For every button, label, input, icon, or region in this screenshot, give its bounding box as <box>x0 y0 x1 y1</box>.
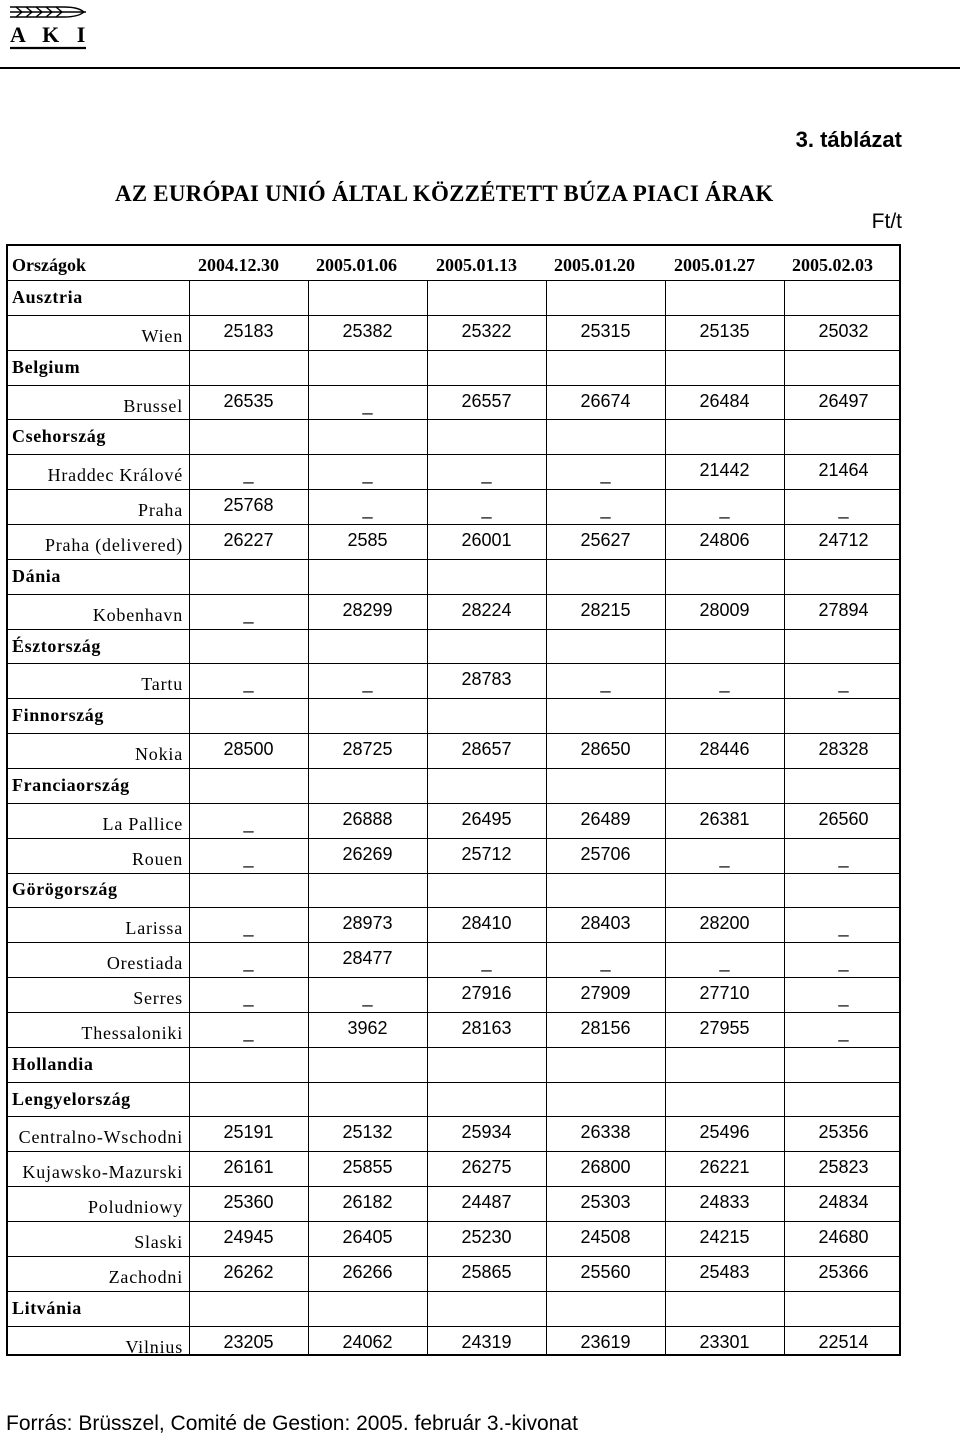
country-label: Franciaország <box>12 774 130 795</box>
grid-line <box>189 280 190 1354</box>
empty-cell: _ <box>838 1021 849 1042</box>
grid-line <box>8 1012 899 1013</box>
empty-cell: _ <box>243 603 254 624</box>
country-label: Finnország <box>12 705 105 726</box>
price-cell: 28650 <box>580 739 631 760</box>
grid-line <box>8 663 899 664</box>
price-cell: 26888 <box>342 808 393 829</box>
table-number: 3. táblázat <box>795 127 902 152</box>
price-cell: 25315 <box>580 320 631 341</box>
empty-cell: _ <box>600 673 611 694</box>
empty-cell: _ <box>243 673 254 694</box>
city-label: Centralno-Wschodni <box>18 1127 183 1148</box>
price-cell: 27894 <box>818 599 869 620</box>
grid-line <box>308 280 309 1354</box>
price-cell: 26800 <box>580 1157 631 1178</box>
price-cell: 3962 <box>347 1017 388 1038</box>
price-cell: 28224 <box>461 599 512 620</box>
grid-line <box>8 1047 899 1048</box>
grid-line <box>8 1326 899 1327</box>
price-cell: 26182 <box>342 1192 393 1213</box>
grid-line <box>8 942 899 943</box>
price-cell: 23301 <box>699 1331 750 1352</box>
price-cell: 24834 <box>818 1192 869 1213</box>
grid-line <box>8 454 899 455</box>
aki-logo <box>6 4 92 52</box>
empty-cell: _ <box>838 952 849 973</box>
grid-line <box>8 1256 899 1257</box>
price-cell: 28156 <box>580 1017 631 1038</box>
price-cell: 26484 <box>699 390 750 411</box>
city-label: Tartu <box>141 674 183 695</box>
price-cell: 26262 <box>223 1261 274 1282</box>
grid-line <box>8 1082 899 1083</box>
grid-line <box>8 419 899 420</box>
price-cell: 28215 <box>580 599 631 620</box>
price-cell: 25303 <box>580 1192 631 1213</box>
price-cell: 25132 <box>342 1122 393 1143</box>
grid-line <box>8 1186 899 1187</box>
price-cell: 21464 <box>818 460 869 481</box>
price-cell: 24508 <box>580 1226 631 1247</box>
city-label: Praha <box>138 500 183 521</box>
empty-cell: _ <box>243 464 254 485</box>
grid-line <box>8 1291 899 1292</box>
empty-cell: _ <box>719 499 730 520</box>
price-cell: 27909 <box>580 983 631 1003</box>
city-label: Praha (delivered) <box>44 534 183 555</box>
price-cell: 25183 <box>223 320 274 341</box>
grid-line <box>665 280 666 1354</box>
price-cell: 24712 <box>818 529 869 550</box>
empty-cell: _ <box>600 499 611 520</box>
source-note: Forrás: Brüsszel, Comité de Gestion: 2005. február 3.-kivonat <box>6 1412 578 1435</box>
price-cell: 28725 <box>342 739 393 760</box>
empty-cell: _ <box>243 917 254 938</box>
price-cell: 28009 <box>699 599 750 620</box>
page-title: AZ EURÓPAI UNIÓ ÁLTAL KÖZZÉTETT BÚZA PIACI ÁRAK <box>115 181 774 206</box>
city-label: Brussel <box>123 395 183 416</box>
empty-cell: _ <box>362 394 373 415</box>
price-cell: 26269 <box>342 843 393 864</box>
price-cell: 25191 <box>223 1122 274 1143</box>
price-cell: 24487 <box>461 1192 512 1213</box>
grid-line <box>8 489 899 490</box>
price-cell: 24215 <box>699 1226 750 1247</box>
country-label: Lengyelország <box>12 1088 131 1109</box>
city-label: Zachodni <box>108 1266 183 1287</box>
city-label: Thessaloniki <box>81 1022 183 1043</box>
grid-line <box>8 629 899 630</box>
city-label: Rouen <box>132 848 183 869</box>
country-label: Belgium <box>12 356 81 377</box>
header-rule <box>0 67 960 69</box>
price-cell: 26001 <box>461 529 512 550</box>
empty-cell: _ <box>600 464 611 485</box>
price-cell: 28200 <box>699 913 750 934</box>
city-label: Wien <box>141 325 183 346</box>
price-cell: 26405 <box>342 1226 393 1247</box>
price-cell: 28403 <box>580 913 631 934</box>
price-cell: 24319 <box>461 1331 512 1352</box>
price-cell: 28973 <box>342 913 393 934</box>
empty-cell: _ <box>362 499 373 520</box>
price-cell: 21442 <box>699 460 750 481</box>
price-cell: 25496 <box>699 1122 750 1143</box>
empty-cell: _ <box>362 464 373 485</box>
empty-cell: _ <box>243 952 254 973</box>
header-date: 2004.12.30 <box>198 255 279 275</box>
grid-line <box>8 1116 899 1117</box>
empty-cell: _ <box>719 847 730 868</box>
price-cell: 27955 <box>699 1017 750 1038</box>
price-cell: 22514 <box>818 1331 869 1352</box>
price-cell: 28410 <box>461 913 512 934</box>
price-cell: 25823 <box>818 1157 869 1178</box>
city-label: Vilnius <box>125 1336 183 1357</box>
country-label: Észtország <box>12 635 101 656</box>
grid-line <box>8 698 899 699</box>
grid-line <box>8 524 899 525</box>
empty-cell: _ <box>481 952 492 973</box>
price-table <box>6 244 901 1356</box>
price-cell: 23205 <box>223 1331 274 1352</box>
price-cell: 26338 <box>580 1122 631 1143</box>
price-cell: 26535 <box>223 390 274 411</box>
grid-line <box>8 559 899 560</box>
price-cell: 26557 <box>461 390 512 411</box>
price-cell: 25934 <box>461 1122 512 1143</box>
price-cell: 25560 <box>580 1261 631 1282</box>
empty-cell: _ <box>838 987 849 1007</box>
price-cell: 28299 <box>342 599 393 620</box>
header-date: 2005.01.06 <box>316 255 397 275</box>
empty-cell: _ <box>838 499 849 520</box>
price-cell: 28328 <box>818 739 869 760</box>
price-cell: 25366 <box>818 1261 869 1282</box>
city-label: Serres <box>133 988 183 1008</box>
city-label: Nokia <box>135 744 183 765</box>
header-date: 2005.01.20 <box>554 255 635 275</box>
grid-line <box>8 838 899 839</box>
header-date: 2005.01.27 <box>674 255 755 275</box>
empty-cell: _ <box>481 499 492 520</box>
city-label: Hraddec Králové <box>47 465 183 486</box>
empty-cell: _ <box>362 987 373 1007</box>
price-cell: 2585 <box>347 529 388 550</box>
unit-label: Ft/t <box>871 210 902 233</box>
city-label: Kujawsko-Mazurski <box>22 1162 183 1183</box>
price-cell: 26381 <box>699 808 750 829</box>
grid-line <box>8 385 899 386</box>
empty-cell: _ <box>719 673 730 694</box>
grid-line <box>427 280 428 1354</box>
price-cell: 25360 <box>223 1192 274 1213</box>
header-date: 2005.02.03 <box>792 255 873 275</box>
price-cell: 25483 <box>699 1261 750 1282</box>
price-cell: 28783 <box>461 669 512 690</box>
empty-cell: _ <box>362 673 373 694</box>
price-cell: 25382 <box>342 320 393 341</box>
price-cell: 25712 <box>461 843 512 864</box>
price-cell: 26161 <box>223 1157 274 1178</box>
price-cell: 25356 <box>818 1122 869 1143</box>
city-label: Larissa <box>125 918 183 939</box>
price-cell: 27916 <box>461 983 512 1003</box>
header-date: 2005.01.13 <box>436 255 517 275</box>
price-cell: 25230 <box>461 1226 512 1247</box>
price-cell: 25865 <box>461 1261 512 1282</box>
empty-cell: _ <box>838 917 849 938</box>
country-label: Litvánia <box>12 1297 82 1318</box>
city-label: La Pallice <box>102 813 183 834</box>
price-cell: 26489 <box>580 808 631 829</box>
grid-line <box>8 733 899 734</box>
grid-line <box>8 803 899 804</box>
price-cell: 26495 <box>461 808 512 829</box>
price-cell: 25627 <box>580 529 631 550</box>
price-cell: 26227 <box>223 529 274 550</box>
logo-text: A K I <box>10 22 92 47</box>
grid-line <box>8 594 899 595</box>
country-label: Görögország <box>12 879 118 900</box>
price-cell: 24680 <box>818 1226 869 1247</box>
price-cell: 25855 <box>342 1157 393 1178</box>
city-label: Kobenhavn <box>92 604 183 625</box>
empty-cell: _ <box>481 464 492 485</box>
price-cell: 28163 <box>461 1017 512 1038</box>
header-countries: Országok <box>12 255 86 275</box>
empty-cell: _ <box>243 987 254 1007</box>
grid-line <box>8 315 899 316</box>
grid-line <box>8 873 899 874</box>
price-cell: 26497 <box>818 390 869 411</box>
empty-cell: _ <box>838 847 849 868</box>
grid-line <box>8 977 899 978</box>
empty-cell: _ <box>243 847 254 868</box>
price-cell: 26560 <box>818 808 869 829</box>
price-cell: 25135 <box>699 320 750 341</box>
country-label: Hollandia <box>12 1053 94 1074</box>
price-cell: 24945 <box>223 1226 274 1247</box>
price-cell: 28446 <box>699 739 750 760</box>
grid-line <box>8 768 899 769</box>
country-label: Dánia <box>12 565 62 586</box>
price-cell: 26221 <box>699 1157 750 1178</box>
city-label: Slaski <box>134 1231 183 1252</box>
price-cell: 24833 <box>699 1192 750 1213</box>
price-cell: 28657 <box>461 739 512 760</box>
country-label: Csehország <box>12 426 106 447</box>
price-cell: 28477 <box>342 948 393 969</box>
price-cell: 26266 <box>342 1261 393 1282</box>
price-cell: 28500 <box>223 739 274 760</box>
price-cell: 26674 <box>580 390 631 411</box>
price-cell: 25706 <box>580 843 631 864</box>
price-cell: 27710 <box>699 983 750 1003</box>
grid-line <box>784 280 785 1354</box>
country-label: Ausztria <box>12 287 83 307</box>
price-cell: 25032 <box>818 320 869 341</box>
price-cell: 24806 <box>699 529 750 550</box>
empty-cell: _ <box>243 812 254 833</box>
empty-cell: _ <box>600 952 611 973</box>
city-label: Orestiada <box>106 953 183 974</box>
price-cell: 26275 <box>461 1157 512 1178</box>
price-cell: 25322 <box>461 320 512 341</box>
grid-line <box>8 1221 899 1222</box>
empty-cell: _ <box>243 1021 254 1042</box>
empty-cell: _ <box>719 952 730 973</box>
price-cell: 24062 <box>342 1331 393 1352</box>
price-cell: 23619 <box>580 1331 631 1352</box>
grid-line <box>546 280 547 1354</box>
grid-line <box>8 907 899 908</box>
price-cell: 25768 <box>223 495 274 516</box>
grid-line <box>8 1151 899 1152</box>
grid-line <box>8 280 899 281</box>
grid-line <box>8 350 899 351</box>
empty-cell: _ <box>838 673 849 694</box>
city-label: Poludniowy <box>87 1197 183 1218</box>
